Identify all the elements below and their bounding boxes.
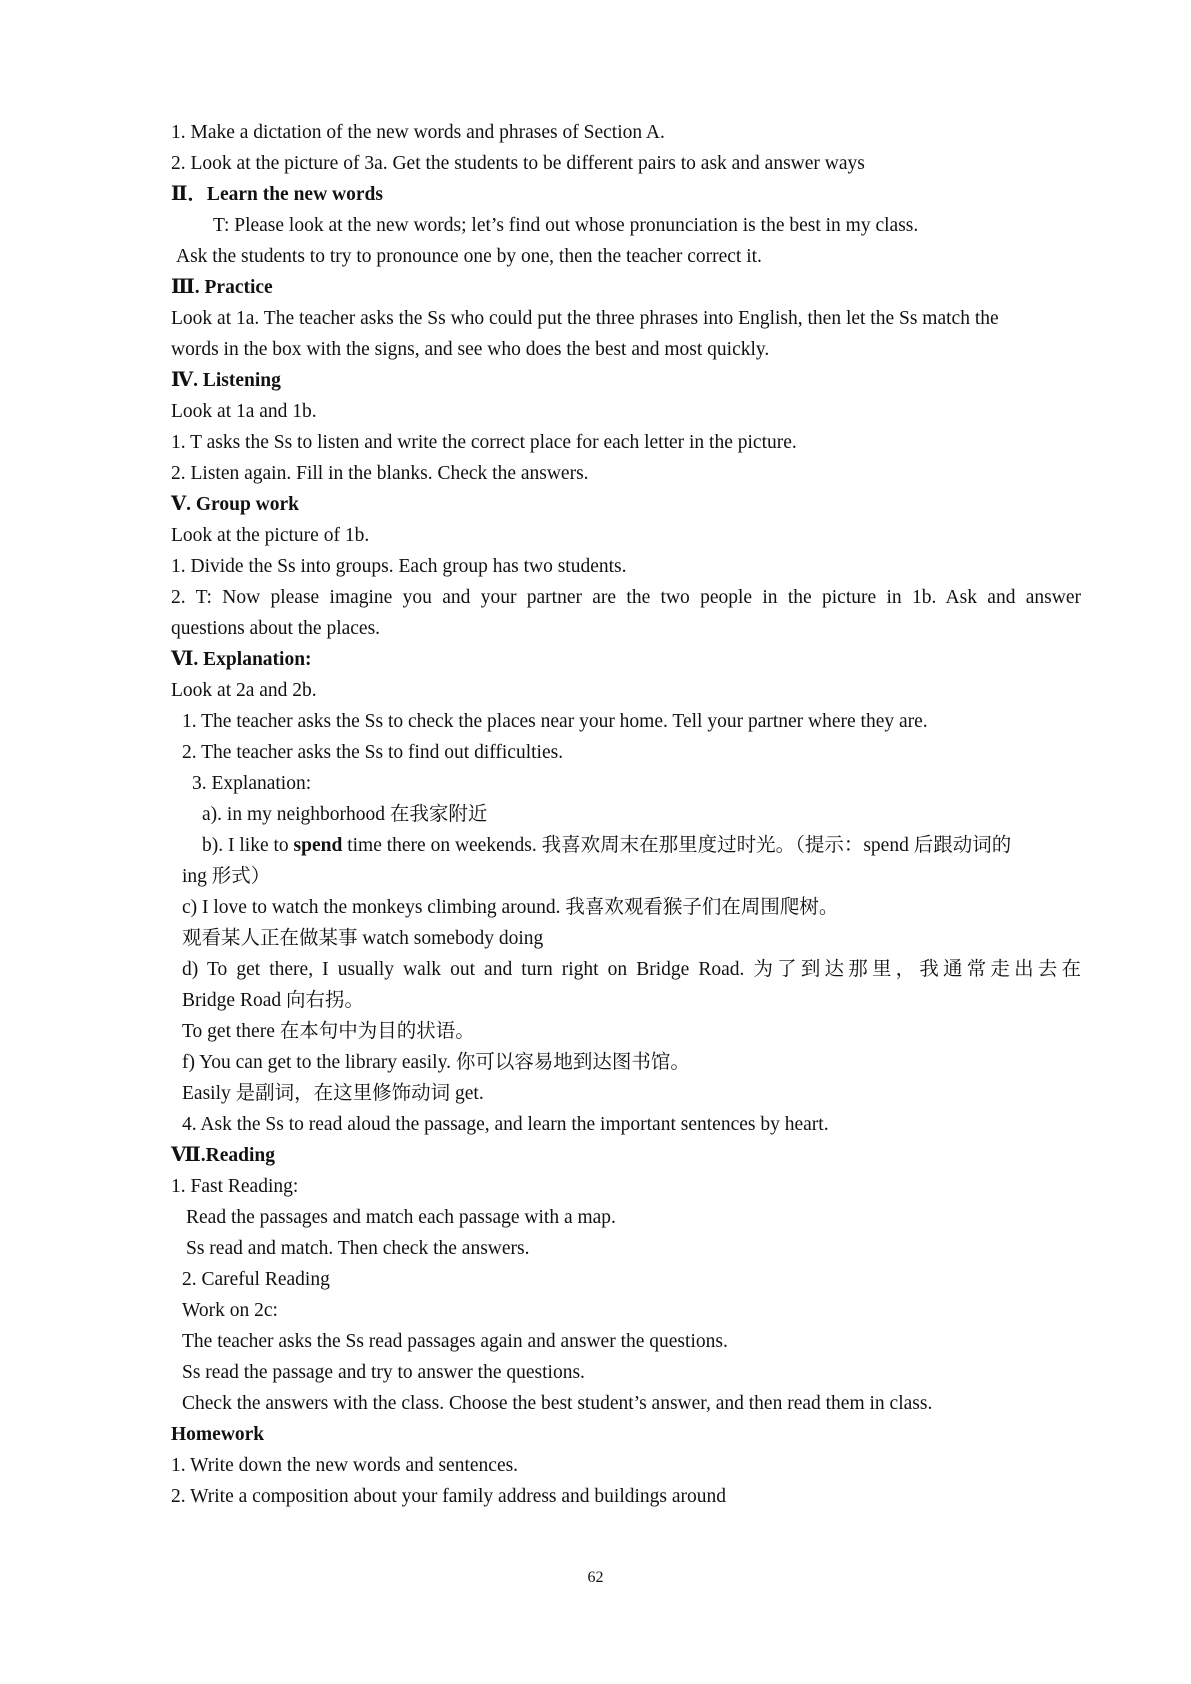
text-line: 1. Write down the new words and sentences. xyxy=(171,1455,519,1476)
section-heading: Ⅳ. Listening xyxy=(171,370,281,391)
text-line: Check the answers with the class. Choose the best student’s answer, and then read them in class. xyxy=(182,1393,933,1414)
text-line: Ss read the passage and try to answer the questions. xyxy=(182,1362,585,1383)
text-line: d) To get there, I usually walk out and turn right on Bridge Road. 为了到达那里，我通常走出去在 xyxy=(182,959,1081,980)
text-line: Easily 是副词，在这里修饰动词 get. xyxy=(182,1083,484,1104)
text-line: ing 形式） xyxy=(182,866,271,887)
text-line: 4. Ask the Ss to read aloud the passage, and learn the important sentences by heart. xyxy=(182,1114,829,1135)
bold-term: spend xyxy=(293,835,343,856)
section-heading: Homework xyxy=(171,1424,265,1445)
text-line: 1. Make a dictation of the new words and phrases of Section A. xyxy=(171,122,665,143)
text-line: a). in my neighborhood 在我家附近 xyxy=(202,804,488,825)
text-line: 3. Explanation: xyxy=(192,773,312,794)
section-heading: Ⅵ. Explanation: xyxy=(171,649,312,670)
text-line: Look at 2a and 2b. xyxy=(171,680,317,701)
page-number: 62 xyxy=(587,1569,604,1586)
text-line xyxy=(202,834,1081,858)
text-line: Work on 2c: xyxy=(182,1300,278,1321)
text-run: time there on weekends. 我喜欢周末在那里度过时光。（提示：spend 后跟动词的 xyxy=(342,835,1012,856)
text-line: words in the box with the signs, and see who does the best and most quickly. xyxy=(171,339,770,360)
section-heading: Ⅱ．Learn the new words xyxy=(171,184,383,205)
text-line: Look at 1a and 1b. xyxy=(171,401,317,422)
text-line: Bridge Road 向右拐。 xyxy=(182,990,364,1011)
text-line: 1. T asks the Ss to listen and write the correct place for each letter in the picture. xyxy=(171,432,797,453)
text-line: f) You can get to the library easily. 你可以容易地到达图书馆。 xyxy=(182,1052,690,1073)
text-line: 2. T: Now please imagine you and your partner are the two people in the picture in 1b. Ask and answer xyxy=(171,587,1081,608)
text-line: To get there 在本句中为目的状语。 xyxy=(182,1021,475,1042)
text-line: Read the passages and match each passage with a map. xyxy=(186,1207,616,1228)
section-heading: Ⅲ. Practice xyxy=(171,277,273,298)
text-line: c) I love to watch the monkeys climbing around. 我喜欢观看猴子们在周围爬树。 xyxy=(182,897,839,918)
text-line: 1. Divide the Ss into groups. Each group has two students. xyxy=(171,556,627,577)
text-line: 1. Fast Reading: xyxy=(171,1176,299,1197)
text-line: Look at 1a. The teacher asks the Ss who could put the three phrases into English, then let the Ss match the xyxy=(171,308,999,329)
text-line: questions about the places. xyxy=(171,618,381,639)
text-line: T: Please look at the new words; let’s find out whose pronunciation is the best in my class. xyxy=(213,215,919,236)
text-line: Ss read and match. Then check the answers. xyxy=(186,1238,530,1259)
text-line: 2. Careful Reading xyxy=(182,1269,330,1290)
text-line: Look at the picture of 1b. xyxy=(171,525,370,546)
text-line: 2. Write a composition about your family address and buildings around xyxy=(171,1486,727,1507)
section-heading: Ⅴ. Group work xyxy=(171,494,299,515)
text-run: b). I like to xyxy=(202,835,294,856)
text-line: 2. Look at the picture of 3a. Get the students to be different pairs to ask and answer ways xyxy=(171,153,865,174)
text-line: The teacher asks the Ss read passages again and answer the questions. xyxy=(182,1331,728,1352)
text-line: 观看某人正在做某事 watch somebody doing xyxy=(182,928,544,949)
text-line: 1. The teacher asks the Ss to check the places near your home. Tell your partner where they are. xyxy=(182,711,928,732)
section-heading: Ⅶ.Reading xyxy=(171,1145,275,1166)
text-line: Ask the students to try to pronounce one by one, then the teacher correct it. xyxy=(176,246,762,267)
text-line: 2. The teacher asks the Ss to find out difficulties. xyxy=(182,742,564,763)
text-line: 2. Listen again. Fill in the blanks. Check the answers. xyxy=(171,463,589,484)
